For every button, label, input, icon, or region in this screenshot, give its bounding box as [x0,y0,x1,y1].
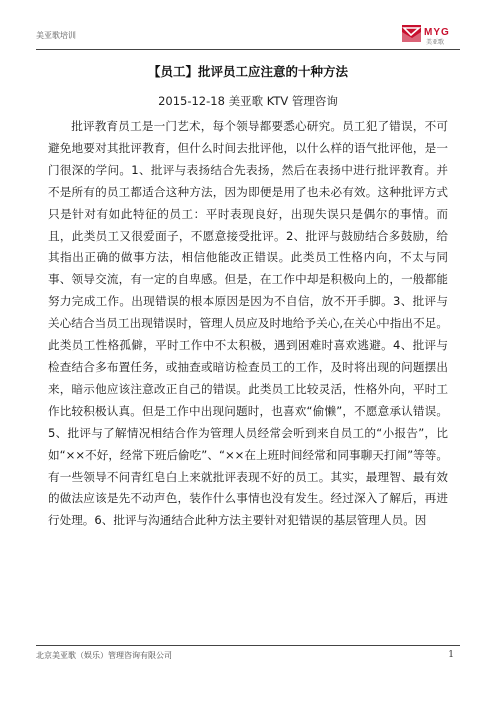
myg-logo [402,22,460,48]
logo-subtext: 美亚歌 [426,39,445,46]
article-title: 【员工】批评员工应注意的十种方法 [147,64,348,79]
logo-text: MYG [424,27,450,38]
page-header [36,22,460,52]
header-text: 美亚歌培训 [36,31,76,40]
footer-divider [36,645,460,646]
header-divider [36,49,460,50]
article-meta: 2015-12-18 美亚歌 KTV 管理咨询 [158,94,338,108]
page-number: 1 [448,650,454,660]
logo-mark-icon [402,25,421,42]
article-body: 批评教育员工是一门艺术，每个领导都要悉心研究。员工犯了错误，不可避免地要对其批评教育，但什么时间去批评他，以什么样的语气批评他，是一门很深的学问。1、批评与表扬结合先表扬，然后在表扬中进行批评教育。并不是所有的员工都适合这种方法，因为即便是用了也未必有效。这种批评方式只是针对有如此特征的员工：平时表现良好，出现失误只是偶尔的事情。而且，此类员工又很爱面子，不愿意接受批评。2、批评与鼓励结合多鼓励，给其指出正确的做事方法，相信他能改正错误。此类员工性格内向，不太与同事、领导交流，有一定的自卑感。但是，在工作中却是积极向上的，一般都能努力完成工作。出现错误的根本原因是因为不自信，放不开手脚。3、批评与关心结合当员工出现错误时，管理人员应及时地给予关心,在关心中指出不足。此类员工性格孤僻，平时工作中不太积极，遇到困难时喜欢逃避。4、批评与检查结合多布置任务，或抽查或暗访检查员工的工作，及时将出现的问题摆出来，暗示他应该注意改正自己的错误。此类员工比较灵活，性格外向，平时工作比较积极认真。但是工作中出现问题时，也喜欢“偷懒”，不愿意承认错误。5、批评与了解情况相结合作为管理人员经常会听到来自员工的“小报告”，比如“××不好，经常下班后偷吃”、“××在上班时间经常和同事聊天打闹”等等。有一些领导不问青红皂白上来就批评表现不好的员工。其实，最理智、最有效的做法应该是先不动声色，装作什么事情也没有发生。经过深入了解后，再进行处理。6、批评与沟通结合此种方法主要针对犯错误的基层管理人员。因 [48,119,448,528]
footer-company: 北京美亚歌（娱乐）管理咨询有限公司 [36,651,172,660]
